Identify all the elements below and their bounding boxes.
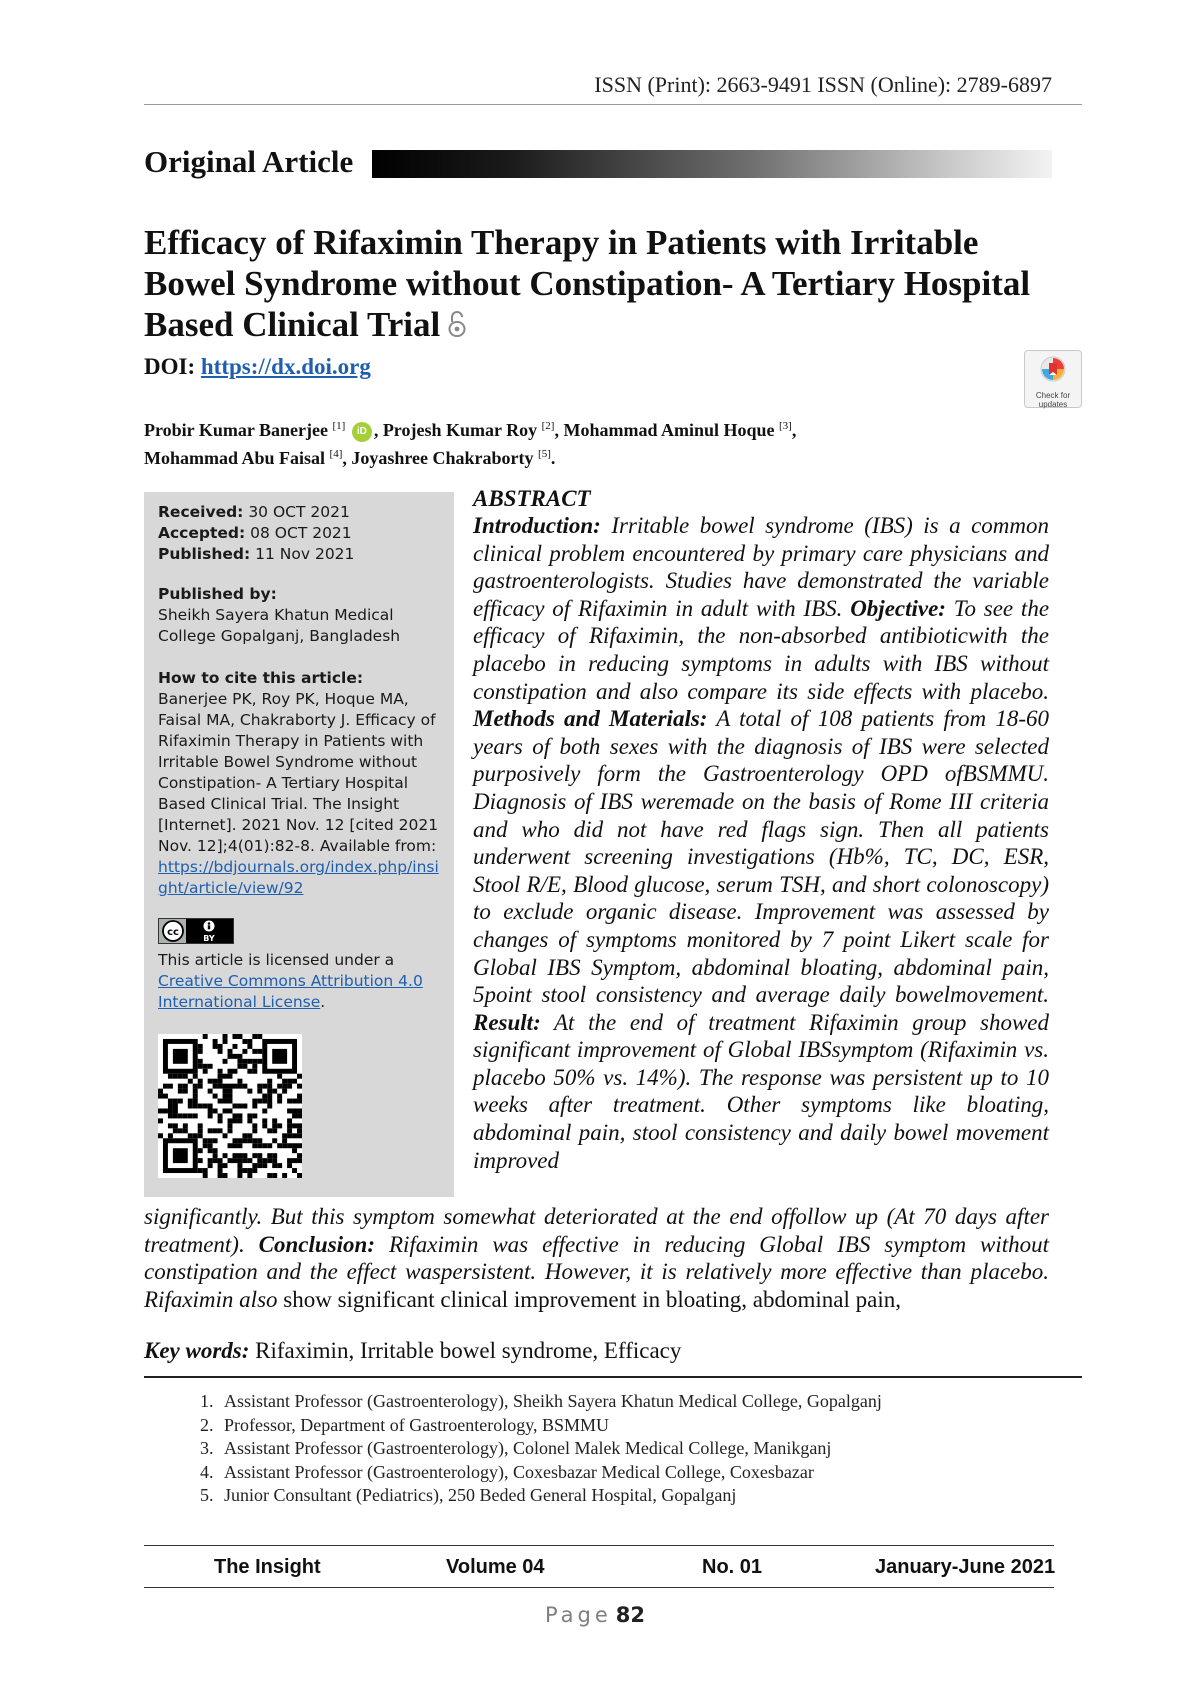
- result-label: Result:: [473, 1009, 541, 1035]
- author-affil-ref: [5]: [538, 448, 551, 460]
- cc-badge-label: BY: [203, 934, 215, 943]
- affiliation-list: [178, 1390, 882, 1508]
- paper-title-text: Efficacy of Rifaximin Therapy in Patients with Irritable Bowel Syndrome without Constipation- A Tertiary Hospital Based Clinical Trial: [144, 223, 1031, 344]
- check-for-updates-label: Check for updates: [1035, 391, 1071, 409]
- license-period: .: [320, 993, 326, 1011]
- footer-issue-number: No. 01: [702, 1556, 763, 1578]
- article-type-gradient-bar: [372, 150, 1052, 178]
- page-number-value: 82: [615, 1603, 646, 1627]
- abstract-body: [473, 512, 1049, 1174]
- objective-label: Objective:: [850, 595, 946, 621]
- license-text: This article is licensed under a: [158, 951, 395, 969]
- author-name: Mohammad Aminul Hoque: [563, 420, 775, 440]
- author-name: Joyashree Chakraborty: [351, 448, 534, 468]
- conclusion-text-upright: show significant clinical improvement in bloating, abdominal pain,: [283, 1286, 901, 1312]
- footer-divider-bottom: [144, 1587, 1054, 1588]
- keywords-label: Key words:: [144, 1338, 250, 1363]
- abstract-heading: ABSTRACT: [473, 486, 591, 511]
- conclusion-text: Rifaximin was effective in reducing Global IBS symptom without constipation and the effect waspersistent. However, it is relatively more effective than placebo. Rifaximin also: [144, 1231, 1050, 1312]
- author-list: Probir Kumar Banerjee [1] iD , Projesh Kumar Roy [2], Mohammad Aminul Hoque [3], Mohammad Abu Faisal [4], Joyashree Chakraborty [5].: [144, 420, 797, 468]
- affiliation-item: 5. Junior Consultant (Pediatrics), 250 Beded General Hospital, Gopalganj: [218, 1484, 882, 1508]
- publisher-block: [158, 584, 446, 647]
- result-text: At the end of treatment Rifaximin group showed significant improvement of Global IBSsymptom (Rifaximin vs. placebo 50% vs. 14%). The response was persistent up to 10 weeks after treatment. Other symptoms like bloating, abdominal pain, stool consistency and daily bowel movement improved: [473, 1009, 1049, 1173]
- publisher-label: Published by:: [158, 585, 277, 603]
- article-info-sidebar: [144, 492, 454, 1197]
- author-affil-ref: [4]: [329, 448, 343, 460]
- check-for-updates-badge[interactable]: [1024, 350, 1082, 408]
- keywords-line: [144, 1338, 681, 1364]
- header-divider: [144, 104, 1082, 105]
- abstract-continuation: [144, 1203, 1049, 1313]
- accepted-label: Accepted:: [158, 524, 246, 542]
- page-number: [0, 1603, 1190, 1627]
- affiliation-item: 1. Assistant Professor (Gastroenterology), Sheikh Sayera Khatun Medical College, Gopalganj: [218, 1390, 882, 1414]
- footer-date: January-June 2021: [875, 1556, 1056, 1578]
- published-label: Published:: [158, 545, 251, 563]
- author-name: Mohammad Abu Faisal: [144, 448, 326, 468]
- accepted-date: 08 OCT 2021: [250, 524, 352, 542]
- introduction-label: Introduction:: [473, 513, 601, 538]
- affiliation-item: 2. Professor, Department of Gastroenterology, BSMMU: [218, 1414, 882, 1438]
- citation-link[interactable]: https://bdjournals.org/index.php/insight/article/view/92: [158, 858, 439, 897]
- keywords-divider: [144, 1376, 1082, 1378]
- author-name: Projesh Kumar Roy: [382, 420, 538, 440]
- methods-label: Methods and Materials:: [473, 706, 708, 732]
- author-affil-ref: [3]: [779, 420, 792, 432]
- svg-text:cc: cc: [167, 927, 179, 938]
- keywords-text: Rifaximin, Irritable bowel syndrome, Efficacy: [255, 1338, 682, 1363]
- cc-by-icon: [159, 919, 233, 943]
- affiliation-item: 3. Assistant Professor (Gastroenterology), Colonel Malek Medical College, Manikganj: [218, 1437, 882, 1461]
- received-label: Received:: [158, 503, 244, 521]
- author-name: Probir Kumar Banerjee: [144, 420, 328, 440]
- objective-text: To see the efficacy of Rifaximin, the non-absorbed antibioticwith the placebo in reducing symptoms in adults with IBS without constipation and also compare its side effects with placebo.: [473, 595, 1050, 704]
- author-affil-ref: [1]: [332, 420, 346, 432]
- received-date: 30 OCT 2021: [248, 503, 350, 521]
- article-dates: [158, 502, 446, 565]
- open-access-icon: [448, 310, 466, 338]
- orcid-icon[interactable]: iD: [352, 422, 372, 442]
- citation-label: How to cite this article:: [158, 669, 364, 687]
- published-date: 11 Nov 2021: [255, 545, 355, 563]
- paper-title: [144, 222, 1044, 345]
- footer-journal: The Insight: [214, 1556, 321, 1578]
- qr-code[interactable]: [158, 1034, 302, 1178]
- crossmark-icon: [1038, 355, 1068, 387]
- doi-link[interactable]: https://dx.doi.org: [200, 354, 371, 379]
- publisher-name: Sheikh Sayera Khatun Medical College Gopalganj, Bangladesh: [158, 606, 401, 645]
- introduction-text: Irritable bowel syndrome (IBS) is a common clinical problem encountered by primary care physicians and gastroenterologists. Studies have demonstrated the variable efficacy of Rifaximin in adult with IBS.: [473, 513, 1050, 621]
- doi-label: DOI:: [144, 354, 196, 379]
- footer-volume: Volume 04: [446, 1556, 545, 1578]
- article-type-heading: Original Article: [144, 144, 354, 179]
- affiliation-item: 4. Assistant Professor (Gastroenterology), Coxesbazar Medical College, Coxesbazar: [218, 1461, 882, 1485]
- methods-text: A total of 108 patients from 18-60 years of both sexes with the diagnosis of IBS were selected purposively form the Gastroenterology OPD ofBSMMU. Diagnosis of IBS weremade on the basis of Rome III criteria and who did not have red flags sign. Then all patients underwent screening investigations (Hb%, TC, DC, ESR, Stool R/E, Blood glucose, serum TSH, and short colonoscopy) to exclude organic disease. Improvement was assessed by changes of symptoms monitored by 7 point Likert scale for Global IBS Symptom, abdominal bloating, abdominal pain, 5point stool consistency and average daily bowelmovement.: [473, 706, 1049, 1008]
- qr-code-icon: [158, 1034, 302, 1178]
- creative-commons-badge[interactable]: [158, 918, 234, 944]
- citation-text: Banerjee PK, Roy PK, Hoque MA, Faisal MA, Chakraborty J. Efficacy of Rifaximin Therapy in Patients with Irritable Bowel Syndrome without Constipation- A Tertiary Hospital Based Clinical Trial. The Insight [Internet]. 2021 Nov. 12 [cited 2021 Nov. 12];4(01):82-8. Available from:: [158, 690, 439, 855]
- result-continuation: significantly. But this symptom somewhat deteriorated at the end offollow up (At 70 days after treatment).: [144, 1204, 1049, 1257]
- license-link[interactable]: Creative Commons Attribution 4.0 International License: [158, 972, 423, 1011]
- doi-line: [144, 354, 371, 380]
- page-word: Page: [544, 1603, 612, 1627]
- license-block: [158, 950, 446, 1013]
- issn-line: ISSN (Print): 2663-9491 ISSN (Online): 2789-6897: [594, 72, 1052, 97]
- footer-divider: [144, 1545, 1054, 1546]
- conclusion-label: Conclusion:: [258, 1231, 375, 1257]
- citation-block: [158, 668, 446, 899]
- author-affil-ref: [2]: [541, 420, 555, 432]
